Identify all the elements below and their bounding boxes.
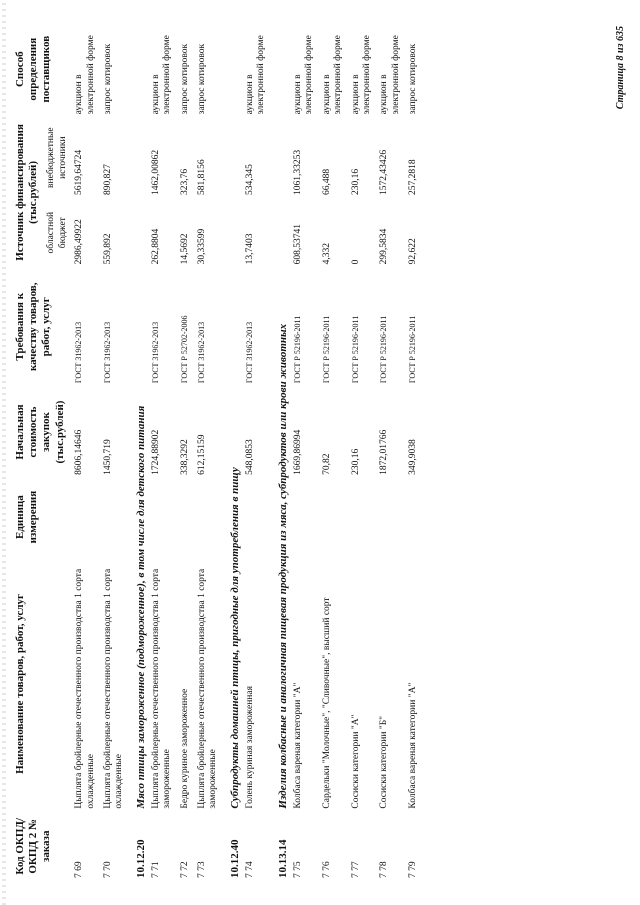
item-code: 7 77 <box>350 861 361 878</box>
item-requirement: ГОСТ 31962-2013 <box>245 321 255 384</box>
item-name: Цыплята бройлерные отечественного производства 1 сорта замороженные <box>197 568 219 809</box>
item-extra-budget: 1572,43426 <box>379 149 390 195</box>
item-method: аукцион в электронной форме <box>150 35 173 115</box>
item-code: 7 75 <box>293 861 304 878</box>
item-name: Сосиски категории "А" <box>350 714 361 809</box>
section-row <box>223 21 242 881</box>
item-unit <box>100 478 129 556</box>
header-financing: Источник финансирования (тыс.рублей) <box>14 124 40 261</box>
item-method: запрос котировок <box>408 43 419 115</box>
item-price: 612,15159 <box>197 434 208 475</box>
item-unit <box>348 478 377 556</box>
item-unit <box>194 478 223 556</box>
table-row <box>405 21 422 881</box>
item-price: 1450,719 <box>102 439 113 475</box>
item-method: запрос котировок <box>179 43 190 115</box>
item-unit <box>290 478 319 556</box>
table-row <box>290 21 319 881</box>
item-code: 7 70 <box>102 861 113 878</box>
item-code: 7 76 <box>321 861 332 878</box>
item-regional-budget: 4,332 <box>321 243 332 265</box>
item-regional-budget: 299,5834 <box>379 228 390 265</box>
item-method: запрос котировок <box>197 43 208 115</box>
item-method: аукцион в электронной форме <box>379 35 401 115</box>
item-price: 1669,86994 <box>293 429 304 475</box>
item-code: 7 78 <box>379 861 390 878</box>
item-unit <box>148 478 177 556</box>
item-method: аукцион в электронной форме <box>293 35 315 115</box>
header-requirements: Требования к качеству товаров, работ, услуг <box>14 282 53 372</box>
item-requirement: ГОСТ Р 52196-2011 <box>350 315 360 384</box>
header-price: Начальная стоимость закупок (тыс.рублей) <box>14 400 66 464</box>
item-regional-budget: 14,5692 <box>179 233 190 265</box>
item-extra-budget: 1462,00862 <box>150 149 161 195</box>
item-regional-budget: 30,33599 <box>197 228 208 265</box>
item-extra-budget: 1061,33253 <box>293 149 304 195</box>
table-row <box>348 21 377 881</box>
section-row <box>129 21 148 881</box>
item-requirement: ГОСТ Р 52196-2011 <box>321 315 331 384</box>
item-regional-budget: 608,53741 <box>293 224 304 265</box>
item-name: Цыплята бройлерные отечественного производства 1 сорта охлажденные <box>74 568 96 809</box>
section-title: Мясо птицы замороженное (подмороженное), в том числе для детского питания <box>134 405 147 809</box>
item-name: Колбаса вареная категории "А" <box>408 682 419 809</box>
item-name: Цыплята бройлерные отечественного производства 1 сорта замороженные <box>150 568 173 809</box>
item-regional-budget: 13,7403 <box>245 233 256 265</box>
table-body <box>71 21 422 881</box>
item-requirement: ГОСТ 31962-2013 <box>74 321 84 384</box>
scan-noise <box>2 0 6 905</box>
item-price: 548,0853 <box>245 439 256 475</box>
item-extra-budget: 890,827 <box>102 164 113 195</box>
item-extra-budget: 230,16 <box>350 168 361 195</box>
item-price: 338,3292 <box>179 439 190 475</box>
table-row <box>148 21 177 881</box>
item-extra-budget: 257,2818 <box>408 159 419 195</box>
item-unit <box>177 478 194 556</box>
section-row <box>271 21 290 881</box>
item-requirement: ГОСТ 31962-2013 <box>197 321 207 384</box>
item-unit <box>376 478 405 556</box>
item-requirement: ГОСТ Р 52196-2011 <box>408 315 418 384</box>
item-name: Колбаса вареная категории "А" <box>293 682 304 809</box>
item-requirement: ГОСТ Р 52196-2011 <box>379 315 389 384</box>
item-extra-budget: 323,76 <box>179 168 190 195</box>
item-extra-budget: 5619,64724 <box>74 149 85 195</box>
item-regional-budget: 262,8804 <box>150 228 161 265</box>
header-code: Код ОКПД/ ОКПД 2 № заказа <box>14 817 53 875</box>
header-regional-budget: областной бюджет <box>46 211 68 254</box>
item-unit <box>71 478 100 556</box>
section-code: 10.13.14 <box>276 839 289 878</box>
table-row <box>100 21 129 881</box>
item-code: 7 73 <box>197 861 208 878</box>
item-extra-budget: 534,345 <box>245 164 256 195</box>
item-code: 7 74 <box>245 861 256 878</box>
item-unit <box>405 478 422 556</box>
item-code: 7 71 <box>150 861 161 878</box>
section-title: Изделия колбасные и аналогичная пищевая продукция из мяса, субпродуктов или крови животных <box>276 323 289 809</box>
table-row <box>71 21 100 881</box>
item-requirement: ГОСТ Р 52196-2011 <box>293 315 303 384</box>
item-requirement: ГОСТ 31962-2013 <box>150 321 160 384</box>
section-title: Субпродукты домашней птицы, пригодные для употребления в пищу <box>228 467 241 809</box>
page-number: Страница 8 из 635 <box>615 26 626 110</box>
item-name: Цыплята бройлерные отечественного производства 1 сорта охлажденные <box>102 568 125 809</box>
table-row <box>319 21 348 881</box>
item-method: аукцион в электронной форме <box>321 35 344 115</box>
header-name: Наименование товаров, работ, услуг <box>14 593 26 774</box>
table-row <box>194 21 223 881</box>
item-name: Сардельки "Молочные", "Сливочные", высший сорт <box>321 597 332 809</box>
item-unit <box>242 478 271 556</box>
table-row <box>376 21 405 881</box>
item-price: 1872,01766 <box>379 429 390 475</box>
item-code: 7 69 <box>74 861 85 878</box>
header-extra-budget: внебюджетные источники <box>46 127 68 188</box>
table-header <box>12 21 71 881</box>
item-name: Сосиски категории "Б" <box>379 715 390 809</box>
item-requirement: ГОСТ Р 52702-2006 <box>179 315 189 384</box>
header-unit: Единица измерения <box>14 490 40 544</box>
item-regional-budget: 92,622 <box>408 238 419 265</box>
item-method: запрос котировок <box>102 43 113 115</box>
item-method: аукцион в электронной форме <box>350 35 372 115</box>
item-price: 230,16 <box>350 448 361 475</box>
item-requirement: ГОСТ 31962-2013 <box>102 321 112 384</box>
item-price: 1724,88902 <box>150 429 161 475</box>
item-code: 7 79 <box>408 861 419 878</box>
item-name: Голень куриная замороженная <box>245 686 256 809</box>
item-extra-budget: 581,8156 <box>197 159 208 195</box>
item-price: 70,82 <box>321 453 332 475</box>
item-price: 349,9038 <box>408 439 419 475</box>
procurement-table <box>12 21 423 881</box>
table-row <box>177 21 194 881</box>
section-code: 10.12.40 <box>228 839 241 878</box>
header-method: Способ определения поставщиков <box>14 35 53 103</box>
item-code: 7 72 <box>179 861 190 878</box>
item-unit <box>319 478 348 556</box>
item-regional-budget: 2986,49922 <box>74 219 85 265</box>
item-method: аукцион в электронной форме <box>245 35 267 115</box>
item-regional-budget: 0 <box>350 259 361 265</box>
item-regional-budget: 559,892 <box>102 233 113 265</box>
item-method: аукцион в электронной форме <box>74 35 96 115</box>
table-row <box>242 21 271 881</box>
section-code: 10.12.20 <box>134 839 147 878</box>
item-extra-budget: 66,488 <box>321 168 332 195</box>
item-name: Бедро куриное замороженное <box>179 688 190 809</box>
item-price: 8606,14646 <box>74 429 85 475</box>
